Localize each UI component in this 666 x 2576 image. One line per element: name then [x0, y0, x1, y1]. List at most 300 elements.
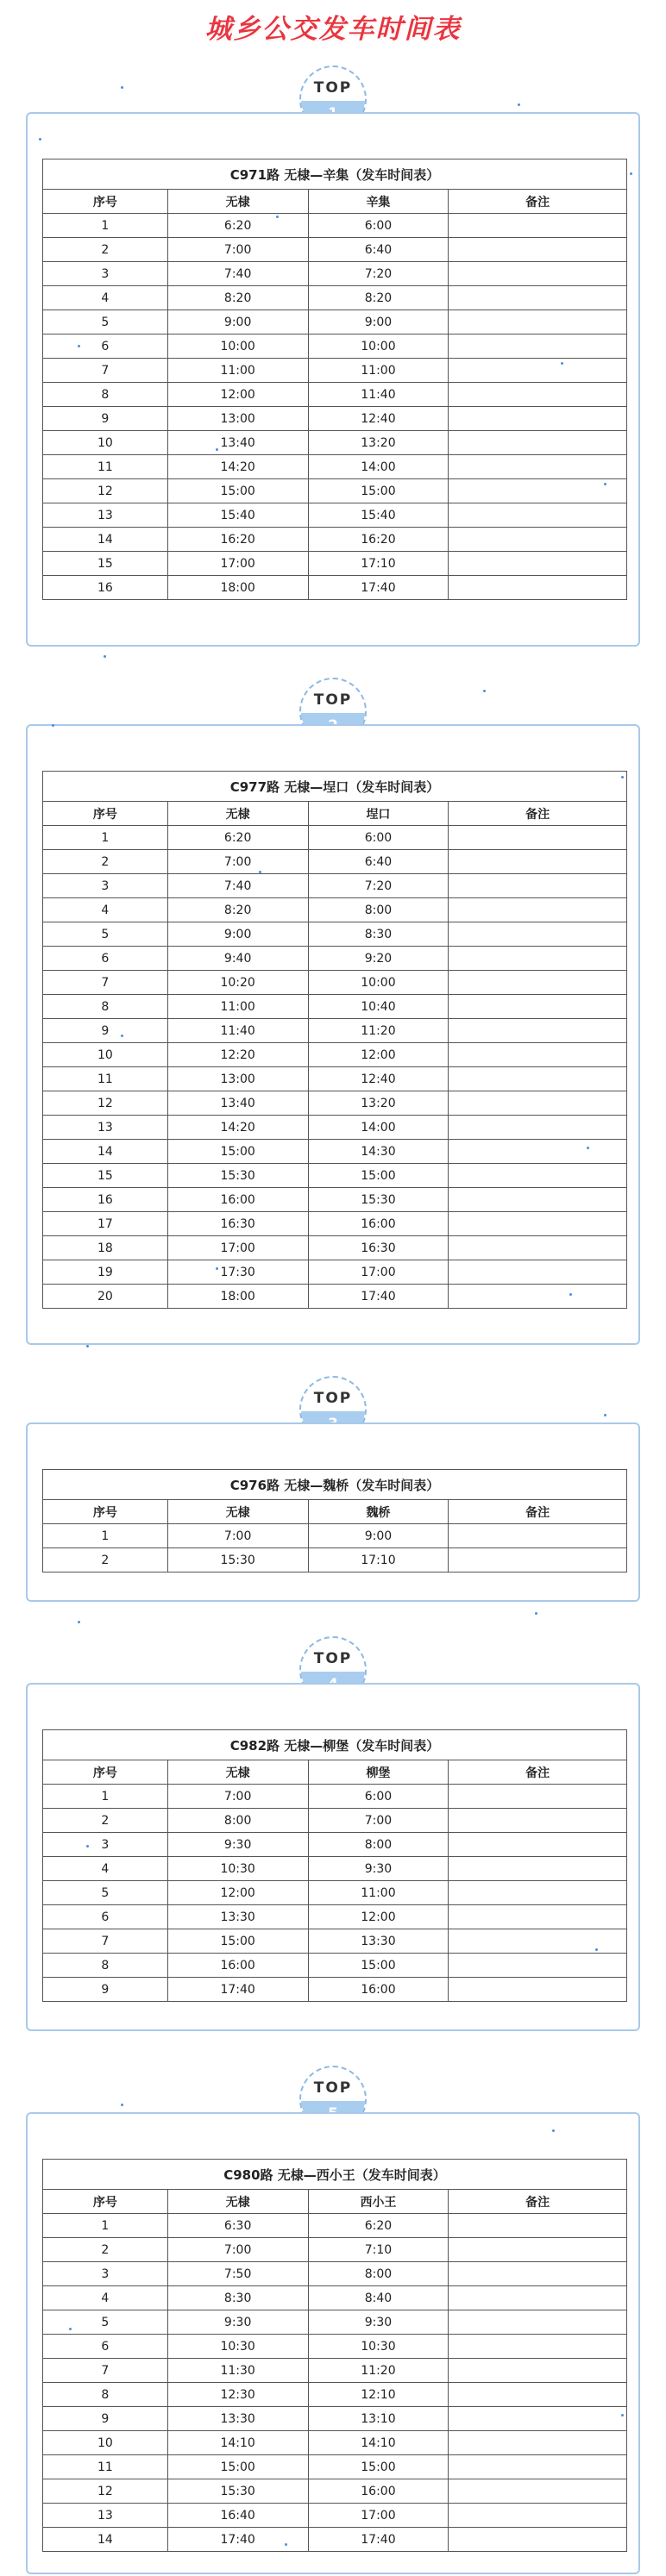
row-index-cell: 15: [43, 552, 168, 576]
remark-cell: [449, 1091, 627, 1116]
row-index-cell: 10: [43, 431, 168, 455]
row-index-cell: 14: [43, 528, 168, 552]
row-index-cell: 1: [43, 1785, 168, 1809]
table-row: [43, 2455, 627, 2479]
row-index-cell: 7: [43, 359, 168, 383]
depart-time-cell: 12:00: [167, 1881, 308, 1905]
depart-time-cell: 7:00: [167, 2238, 308, 2262]
depart-time-cell: 7:40: [167, 262, 308, 286]
depart-time-cell: 17:30: [167, 1260, 308, 1285]
return-time-cell: 17:40: [308, 2528, 449, 2552]
row-index-cell: 1: [43, 214, 168, 238]
row-index-cell: 14: [43, 2528, 168, 2552]
row-index-cell: 12: [43, 2479, 168, 2504]
return-time-cell: 17:40: [308, 1285, 449, 1309]
decorative-dot: [561, 362, 563, 365]
row-index-cell: 3: [43, 874, 168, 898]
row-index-cell: 4: [43, 1857, 168, 1881]
return-time-cell: 15:00: [308, 479, 449, 503]
return-time-cell: 7:20: [308, 262, 449, 286]
timetable-card: [26, 2112, 640, 2574]
table-row: [43, 2238, 627, 2262]
depart-time-cell: 15:30: [167, 1164, 308, 1188]
return-time-cell: 16:00: [308, 1212, 449, 1236]
row-index-cell: 13: [43, 1116, 168, 1140]
decorative-dot: [121, 86, 123, 89]
table-row: [43, 479, 627, 503]
table-row: [43, 2310, 627, 2335]
column-header: 无棣: [167, 190, 308, 214]
return-time-cell: 14:10: [308, 2431, 449, 2455]
table-row: [43, 1954, 627, 1978]
row-index-cell: 5: [43, 922, 168, 947]
remark-cell: [449, 1929, 627, 1954]
table-row: [43, 826, 627, 850]
decorative-dot: [569, 1293, 572, 1296]
row-index-cell: 9: [43, 1978, 168, 2002]
table-row: [43, 995, 627, 1019]
decorative-dot: [483, 690, 486, 692]
table-row: [43, 1809, 627, 1833]
badge-top-label: TOP: [313, 1650, 353, 1667]
table-header-row: [43, 2190, 627, 2214]
row-index-cell: 12: [43, 1091, 168, 1116]
return-time-cell: 12:00: [308, 1043, 449, 1067]
row-index-cell: 16: [43, 1188, 168, 1212]
remark-cell: [449, 1140, 627, 1164]
table-row: [43, 214, 627, 238]
row-index-cell: 2: [43, 1548, 168, 1572]
return-time-cell: 6:20: [308, 2214, 449, 2238]
column-header: 埕口: [308, 802, 449, 826]
remark-cell: [449, 1881, 627, 1905]
return-time-cell: 6:00: [308, 826, 449, 850]
table-header-row: [43, 1500, 627, 1524]
return-time-cell: 6:00: [308, 1785, 449, 1809]
depart-time-cell: 16:00: [167, 1954, 308, 1978]
remark-cell: [449, 1285, 627, 1309]
depart-time-cell: 16:40: [167, 2504, 308, 2528]
remark-cell: [449, 1188, 627, 1212]
decorative-dot: [259, 871, 261, 873]
return-time-cell: 10:40: [308, 995, 449, 1019]
table-row: [43, 947, 627, 971]
remark-cell: [449, 2214, 627, 2238]
return-time-cell: 7:00: [308, 1809, 449, 1833]
decorative-dot: [78, 345, 80, 347]
row-index-cell: 13: [43, 2504, 168, 2528]
remark-cell: [449, 850, 627, 874]
return-time-cell: 9:20: [308, 947, 449, 971]
remark-cell: [449, 528, 627, 552]
decorative-dot: [630, 172, 632, 175]
depart-time-cell: 12:30: [167, 2383, 308, 2407]
table-row: [43, 850, 627, 874]
depart-time-cell: 13:00: [167, 407, 308, 431]
decorative-dot: [39, 138, 41, 141]
return-time-cell: 14:30: [308, 1140, 449, 1164]
remark-cell: [449, 1524, 627, 1548]
table-row: [43, 286, 627, 310]
column-header: 序号: [43, 2190, 168, 2214]
depart-time-cell: 11:00: [167, 995, 308, 1019]
remark-cell: [449, 286, 627, 310]
timetable: [42, 2159, 627, 2552]
remark-cell: [449, 2528, 627, 2552]
return-time-cell: 10:00: [308, 335, 449, 359]
depart-time-cell: 7:50: [167, 2262, 308, 2286]
row-index-cell: 13: [43, 503, 168, 528]
depart-time-cell: 15:30: [167, 1548, 308, 1572]
table-row: [43, 1833, 627, 1857]
return-time-cell: 13:10: [308, 2407, 449, 2431]
return-time-cell: 17:10: [308, 1548, 449, 1572]
remark-cell: [449, 947, 627, 971]
decorative-dot: [621, 2414, 624, 2417]
remark-cell: [449, 874, 627, 898]
table-row: [43, 1785, 627, 1809]
decorative-dot: [518, 103, 520, 106]
remark-cell: [449, 1116, 627, 1140]
return-time-cell: 11:20: [308, 1019, 449, 1043]
return-time-cell: 8:00: [308, 2262, 449, 2286]
remark-cell: [449, 2359, 627, 2383]
row-index-cell: 9: [43, 1019, 168, 1043]
decorative-dot: [552, 2129, 555, 2132]
table-row: [43, 1285, 627, 1309]
column-header: 序号: [43, 802, 168, 826]
depart-time-cell: 14:10: [167, 2431, 308, 2455]
return-time-cell: 10:30: [308, 2335, 449, 2359]
table-row: [43, 1188, 627, 1212]
decorative-dot: [86, 1845, 89, 1848]
table-caption-row: [43, 2160, 627, 2190]
return-time-cell: 9:30: [308, 2310, 449, 2335]
depart-time-cell: 7:00: [167, 1785, 308, 1809]
depart-time-cell: 9:40: [167, 947, 308, 971]
return-time-cell: 15:00: [308, 1954, 449, 1978]
depart-time-cell: 16:30: [167, 1212, 308, 1236]
row-index-cell: 8: [43, 383, 168, 407]
column-header: 备注: [449, 1500, 627, 1524]
decorative-dot: [587, 1147, 589, 1149]
decorative-dot: [104, 655, 106, 658]
remark-cell: [449, 2479, 627, 2504]
depart-time-cell: 16:00: [167, 1188, 308, 1212]
table-row: [43, 1260, 627, 1285]
depart-time-cell: 12:20: [167, 1043, 308, 1067]
return-time-cell: 15:40: [308, 503, 449, 528]
row-index-cell: 16: [43, 576, 168, 600]
depart-time-cell: 15:30: [167, 2479, 308, 2504]
return-time-cell: 7:10: [308, 2238, 449, 2262]
return-time-cell: 9:30: [308, 1857, 449, 1881]
row-index-cell: 5: [43, 1881, 168, 1905]
table-row: [43, 1067, 627, 1091]
return-time-cell: 11:40: [308, 383, 449, 407]
table-row: [43, 898, 627, 922]
depart-time-cell: 8:00: [167, 1809, 308, 1833]
table-row: [43, 1212, 627, 1236]
column-header: 序号: [43, 1500, 168, 1524]
remark-cell: [449, 2431, 627, 2455]
table-row: [43, 1091, 627, 1116]
decorative-dot: [78, 1621, 80, 1623]
depart-time-cell: 17:40: [167, 2528, 308, 2552]
return-time-cell: 15:00: [308, 1164, 449, 1188]
remark-cell: [449, 1236, 627, 1260]
depart-time-cell: 10:30: [167, 1857, 308, 1881]
table-row: [43, 1524, 627, 1548]
column-header: 备注: [449, 1760, 627, 1785]
table-row: [43, 2286, 627, 2310]
return-time-cell: 17:40: [308, 576, 449, 600]
column-header: 无棣: [167, 1500, 308, 1524]
table-row: [43, 359, 627, 383]
return-time-cell: 16:00: [308, 2479, 449, 2504]
timetable-card: [26, 112, 640, 647]
return-time-cell: 10:00: [308, 971, 449, 995]
depart-time-cell: 17:00: [167, 1236, 308, 1260]
remark-cell: [449, 262, 627, 286]
table-caption: C982路 无棣—柳堡（发车时间表）: [43, 1730, 627, 1760]
timetable: [42, 771, 627, 1309]
row-index-cell: 2: [43, 850, 168, 874]
table-row: [43, 1905, 627, 1929]
row-index-cell: 9: [43, 2407, 168, 2431]
return-time-cell: 13:30: [308, 1929, 449, 1954]
remark-cell: [449, 2504, 627, 2528]
column-header: 备注: [449, 802, 627, 826]
table-caption: C980路 无棣—西小王（发车时间表）: [43, 2160, 627, 2190]
remark-cell: [449, 1067, 627, 1091]
row-index-cell: 4: [43, 286, 168, 310]
row-index-cell: 7: [43, 2359, 168, 2383]
depart-time-cell: 11:40: [167, 1019, 308, 1043]
decorative-dot: [216, 1267, 218, 1270]
return-time-cell: 13:20: [308, 1091, 449, 1116]
table-row: [43, 576, 627, 600]
timetable-card: [26, 1422, 640, 1602]
remark-cell: [449, 2455, 627, 2479]
row-index-cell: 6: [43, 335, 168, 359]
remark-cell: [449, 922, 627, 947]
table-row: [43, 1116, 627, 1140]
depart-time-cell: 15:00: [167, 1929, 308, 1954]
depart-time-cell: 13:00: [167, 1067, 308, 1091]
row-index-cell: 3: [43, 262, 168, 286]
return-time-cell: 17:00: [308, 1260, 449, 1285]
depart-time-cell: 6:20: [167, 826, 308, 850]
table-row: [43, 2262, 627, 2286]
return-time-cell: 7:20: [308, 874, 449, 898]
return-time-cell: 8:40: [308, 2286, 449, 2310]
decorative-dot: [121, 1035, 123, 1037]
row-index-cell: 10: [43, 1043, 168, 1067]
remark-cell: [449, 898, 627, 922]
row-index-cell: 1: [43, 826, 168, 850]
timetable-card: [26, 724, 640, 1345]
table-row: [43, 2431, 627, 2455]
return-time-cell: 8:30: [308, 922, 449, 947]
table-caption: C971路 无棣—辛集（发车时间表）: [43, 159, 627, 190]
return-time-cell: 13:20: [308, 431, 449, 455]
return-time-cell: 17:00: [308, 2504, 449, 2528]
row-index-cell: 1: [43, 2214, 168, 2238]
remark-cell: [449, 826, 627, 850]
timetable: [42, 1729, 627, 2002]
timetable: [42, 159, 627, 600]
decorative-dot: [285, 2543, 287, 2546]
remark-cell: [449, 335, 627, 359]
column-header: 备注: [449, 190, 627, 214]
depart-time-cell: 18:00: [167, 1285, 308, 1309]
depart-time-cell: 9:00: [167, 922, 308, 947]
table-row: [43, 2359, 627, 2383]
remark-cell: [449, 576, 627, 600]
remark-cell: [449, 2407, 627, 2431]
badge-top-label: TOP: [313, 691, 353, 709]
remark-cell: [449, 1809, 627, 1833]
decorative-dot: [121, 2104, 123, 2106]
remark-cell: [449, 552, 627, 576]
table-row: [43, 1978, 627, 2002]
row-index-cell: 19: [43, 1260, 168, 1285]
return-time-cell: 14:00: [308, 1116, 449, 1140]
return-time-cell: 16:30: [308, 1236, 449, 1260]
return-time-cell: 9:00: [308, 1524, 449, 1548]
timetable: [42, 1469, 627, 1572]
remark-cell: [449, 971, 627, 995]
return-time-cell: 6:40: [308, 850, 449, 874]
return-time-cell: 8:00: [308, 1833, 449, 1857]
table-row: [43, 528, 627, 552]
depart-time-cell: 13:30: [167, 2407, 308, 2431]
column-header: 西小王: [308, 2190, 449, 2214]
table-row: [43, 1164, 627, 1188]
remark-cell: [449, 1212, 627, 1236]
badge-top-label: TOP: [313, 79, 353, 97]
row-index-cell: 8: [43, 995, 168, 1019]
decorative-dot: [595, 1948, 598, 1951]
remark-cell: [449, 2262, 627, 2286]
depart-time-cell: 10:30: [167, 2335, 308, 2359]
remark-cell: [449, 1043, 627, 1067]
table-row: [43, 262, 627, 286]
row-index-cell: 11: [43, 455, 168, 479]
remark-cell: [449, 455, 627, 479]
remark-cell: [449, 1164, 627, 1188]
remark-cell: [449, 407, 627, 431]
decorative-dot: [216, 448, 218, 451]
return-time-cell: 16:20: [308, 528, 449, 552]
depart-time-cell: 11:00: [167, 359, 308, 383]
remark-cell: [449, 1954, 627, 1978]
return-time-cell: 8:00: [308, 898, 449, 922]
return-time-cell: 11:00: [308, 1881, 449, 1905]
table-row: [43, 2383, 627, 2407]
table-row: [43, 407, 627, 431]
depart-time-cell: 9:30: [167, 2310, 308, 2335]
row-index-cell: 20: [43, 1285, 168, 1309]
decorative-dot: [276, 216, 279, 218]
table-row: [43, 2335, 627, 2359]
row-index-cell: 18: [43, 1236, 168, 1260]
table-row: [43, 2504, 627, 2528]
row-index-cell: 4: [43, 2286, 168, 2310]
column-header: 无棣: [167, 802, 308, 826]
table-header-row: [43, 802, 627, 826]
table-row: [43, 2214, 627, 2238]
remark-cell: [449, 1785, 627, 1809]
return-time-cell: 12:40: [308, 1067, 449, 1091]
depart-time-cell: 16:20: [167, 528, 308, 552]
return-time-cell: 9:00: [308, 310, 449, 335]
table-row: [43, 310, 627, 335]
depart-time-cell: 14:20: [167, 455, 308, 479]
table-row: [43, 1881, 627, 1905]
depart-time-cell: 13:40: [167, 431, 308, 455]
table-row: [43, 922, 627, 947]
table-caption: C976路 无棣—魏桥（发车时间表）: [43, 1470, 627, 1500]
decorative-dot: [621, 776, 624, 778]
row-index-cell: 6: [43, 2335, 168, 2359]
return-time-cell: 14:00: [308, 455, 449, 479]
table-row: [43, 335, 627, 359]
return-time-cell: 11:20: [308, 2359, 449, 2383]
return-time-cell: 16:00: [308, 1978, 449, 2002]
row-index-cell: 7: [43, 971, 168, 995]
table-header-row: [43, 1760, 627, 1785]
column-header: 序号: [43, 190, 168, 214]
table-row: [43, 1043, 627, 1067]
remark-cell: [449, 310, 627, 335]
row-index-cell: 5: [43, 2310, 168, 2335]
row-index-cell: 11: [43, 2455, 168, 2479]
table-row: [43, 971, 627, 995]
table-row: [43, 1929, 627, 1954]
return-time-cell: 12:10: [308, 2383, 449, 2407]
depart-time-cell: 15:00: [167, 479, 308, 503]
table-header-row: [43, 190, 627, 214]
row-index-cell: 5: [43, 310, 168, 335]
row-index-cell: 10: [43, 2431, 168, 2455]
depart-time-cell: 14:20: [167, 1116, 308, 1140]
depart-time-cell: 8:30: [167, 2286, 308, 2310]
depart-time-cell: 6:30: [167, 2214, 308, 2238]
return-time-cell: 12:00: [308, 1905, 449, 1929]
depart-time-cell: 13:30: [167, 1905, 308, 1929]
column-header: 辛集: [308, 190, 449, 214]
row-index-cell: 15: [43, 1164, 168, 1188]
remark-cell: [449, 1905, 627, 1929]
row-index-cell: 1: [43, 1524, 168, 1548]
remark-cell: [449, 2383, 627, 2407]
depart-time-cell: 11:30: [167, 2359, 308, 2383]
table-caption-row: [43, 159, 627, 190]
row-index-cell: 12: [43, 479, 168, 503]
remark-cell: [449, 1857, 627, 1881]
depart-time-cell: 9:00: [167, 310, 308, 335]
remark-cell: [449, 214, 627, 238]
table-row: [43, 2528, 627, 2552]
remark-cell: [449, 503, 627, 528]
table-row: [43, 2479, 627, 2504]
table-caption: C977路 无棣—埕口（发车时间表）: [43, 772, 627, 802]
row-index-cell: 4: [43, 898, 168, 922]
decorative-dot: [86, 1345, 89, 1347]
row-index-cell: 8: [43, 2383, 168, 2407]
